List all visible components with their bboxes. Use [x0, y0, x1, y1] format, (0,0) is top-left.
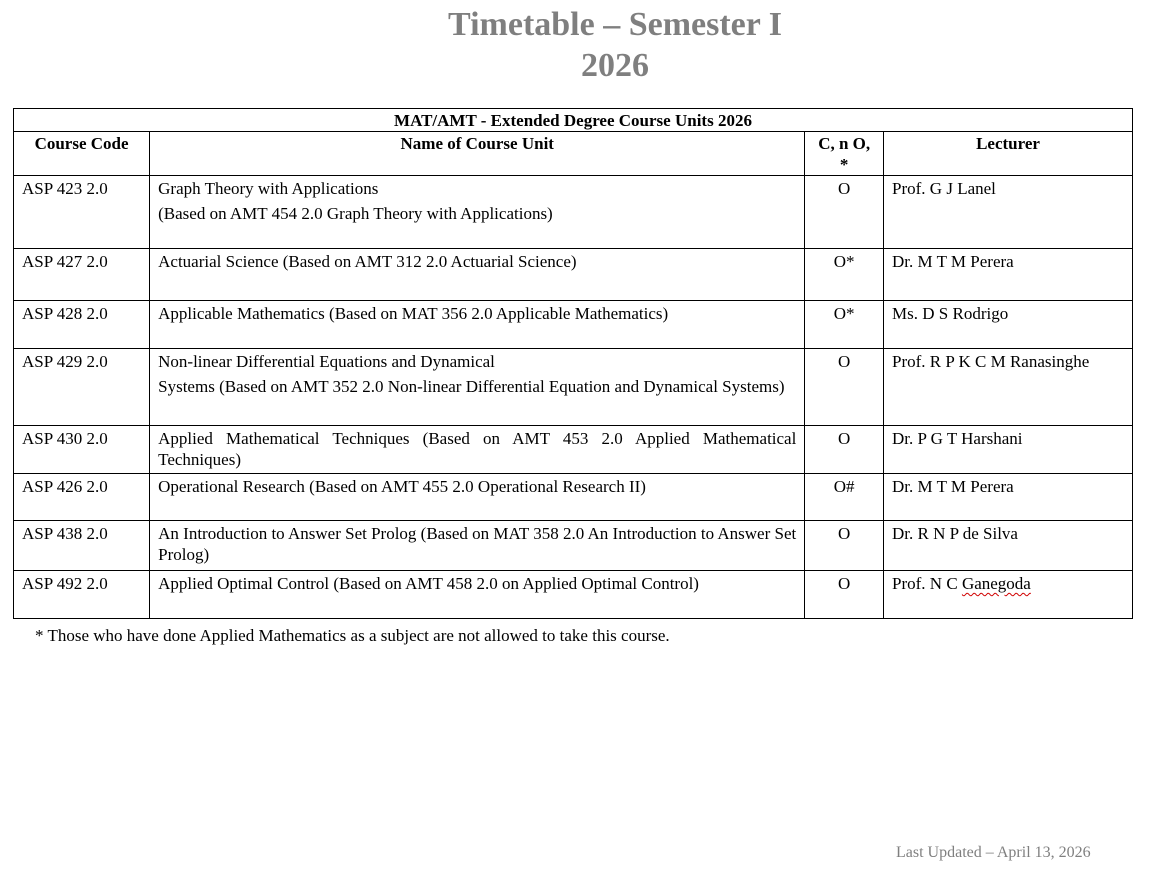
table-row	[14, 176, 1133, 249]
table-row	[14, 249, 1133, 301]
page-title-line1: Timetable – Semester I	[448, 6, 782, 43]
table-row	[14, 349, 1133, 426]
course-con: O	[805, 176, 884, 249]
table-row	[14, 571, 1133, 619]
course-lecturer	[884, 571, 1133, 619]
course-code: ASP 427 2.0	[14, 249, 150, 301]
course-con: O#	[805, 474, 884, 521]
course-code: ASP 426 2.0	[14, 474, 150, 521]
table-header-row	[14, 132, 1133, 176]
course-name-based-on: (Based on AMT 454 2.0 Graph Theory with Applications)	[158, 204, 553, 223]
course-code: ASP 438 2.0	[14, 521, 150, 571]
course-units-table	[13, 108, 1133, 619]
lecturer-surname-spellcheck: Ganegoda	[961, 574, 1031, 593]
course-name: Applied Optimal Control (Based on AMT 458 2.0 on Applied Optimal Control)	[150, 571, 805, 619]
header-course-name: Name of Course Unit	[150, 132, 805, 176]
course-code: ASP 428 2.0	[14, 301, 150, 349]
course-lecturer: Dr. R N P de Silva	[884, 521, 1133, 571]
course-name-title: Graph Theory with Applications	[158, 179, 379, 198]
course-name-based-on: Systems (Based on AMT 352 2.0 Non-linear Differential Equation and Dynamical Systems)	[158, 377, 785, 396]
course-code: ASP 429 2.0	[14, 349, 150, 426]
course-lecturer: Prof. R P K C M Ranasinghe	[884, 349, 1133, 426]
course-name: An Introduction to Answer Set Prolog (Based on MAT 358 2.0 An Introduction to Answer Set Prolog)	[150, 521, 805, 571]
course-name: Applied Mathematical Techniques (Based on AMT 453 2.0 Applied Mathematical Techniques)	[150, 426, 805, 474]
course-con: O	[805, 349, 884, 426]
course-name	[150, 349, 805, 426]
last-updated: Last Updated – April 13, 2026	[896, 844, 1091, 861]
course-code: ASP 430 2.0	[14, 426, 150, 474]
header-c-n-o: C, n O, *	[805, 132, 884, 176]
course-name: Operational Research (Based on AMT 455 2.0 Operational Research II)	[150, 474, 805, 521]
table-row	[14, 521, 1133, 571]
footnote: * Those who have done Applied Mathematics as a subject are not allowed to take this course.	[35, 626, 670, 645]
course-name	[150, 176, 805, 249]
table-caption: MAT/AMT - Extended Degree Course Units 2026	[14, 109, 1133, 132]
course-con: O*	[805, 301, 884, 349]
table-row	[14, 301, 1133, 349]
page-title	[0, 4, 1151, 86]
course-con: O*	[805, 249, 884, 301]
course-lecturer: Dr. M T M Perera	[884, 249, 1133, 301]
course-lecturer: Prof. G J Lanel	[884, 176, 1133, 249]
course-code: ASP 492 2.0	[14, 571, 150, 619]
course-con: O	[805, 521, 884, 571]
course-code: ASP 423 2.0	[14, 176, 150, 249]
header-lecturer: Lecturer	[884, 132, 1133, 176]
course-con: O	[805, 571, 884, 619]
course-con: O	[805, 426, 884, 474]
page-title-year: 2026	[581, 47, 649, 84]
table-caption-row	[14, 109, 1133, 132]
course-name: Applicable Mathematics (Based on MAT 356 2.0 Applicable Mathematics)	[150, 301, 805, 349]
course-name: Actuarial Science (Based on AMT 312 2.0 Actuarial Science)	[150, 249, 805, 301]
table-row	[14, 426, 1133, 474]
course-name-title: Non-linear Differential Equations and Dynamical	[158, 352, 495, 371]
course-lecturer: Dr. P G T Harshani	[884, 426, 1133, 474]
table-row	[14, 474, 1133, 521]
course-lecturer: Dr. M T M Perera	[884, 474, 1133, 521]
lecturer-prefix: Prof. N C	[892, 574, 962, 593]
course-lecturer: Ms. D S Rodrigo	[884, 301, 1133, 349]
header-course-code: Course Code	[14, 132, 150, 176]
